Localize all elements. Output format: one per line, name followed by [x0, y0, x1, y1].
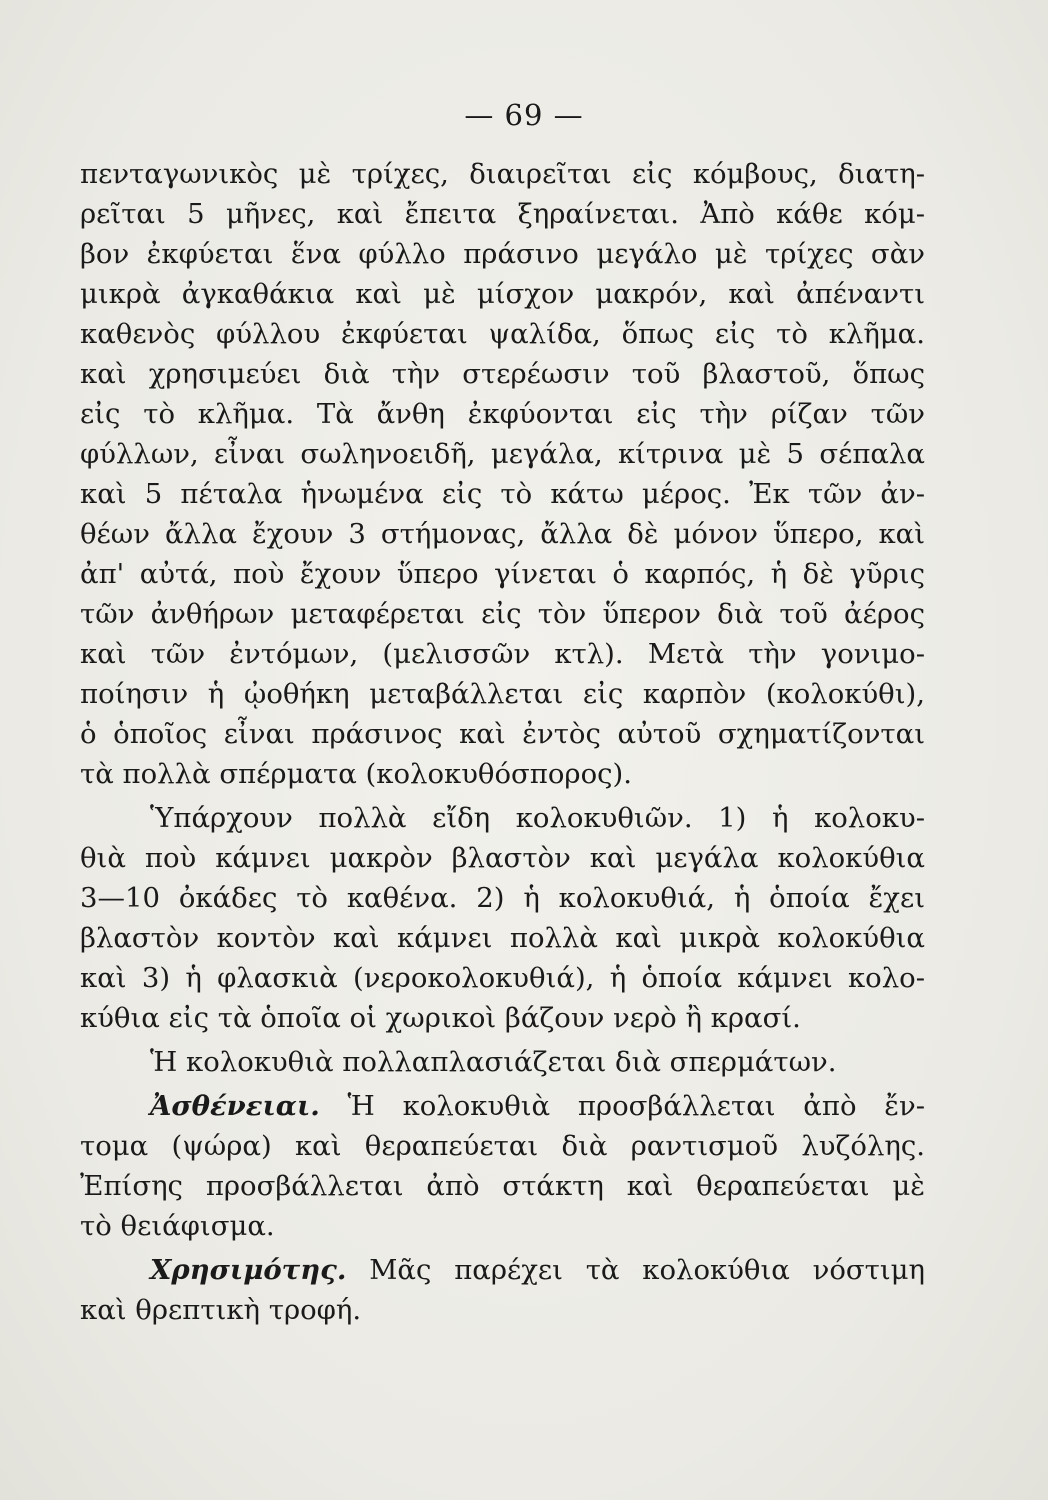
text-line: θέων ἄλλα ἔχουν 3 στήμονας, ἄλλα δὲ μόνον ὕπερο, καὶ — [80, 518, 925, 550]
text-line: φύλλων, εἶναι σωληνοειδῆ, μεγάλα, κίτρινα μὲ 5 σέπαλα — [80, 438, 925, 470]
text-line: καὶ θρεπτικὴ τροφή. — [80, 1294, 362, 1326]
text-line: Ἐπίσης προσβάλλεται ἀπὸ στάκτη καὶ θεραπεύεται μὲ — [80, 1170, 925, 1202]
page-number: — 69 — — [464, 98, 584, 132]
text-line: τὰ πολλὰ σπέρματα (κολοκυθόσπορος). — [80, 758, 633, 790]
text-line: καὶ 3) ἡ φλασκιὰ (νεροκολοκυθιά), ἡ ὁποία κάμνει κολο- — [80, 962, 925, 994]
text-line: τομα (ψώρα) καὶ θεραπεύεται διὰ ραντισμοῦ λυζόλης. — [80, 1130, 925, 1162]
text-line: Ὑπάρχουν πολλὰ εἴδη κολοκυθιῶν. 1) ἡ κολοκυ- — [150, 802, 925, 834]
text-line: εἰς τὸ κλῆμα. Τὰ ἄνθη ἐκφύονται εἰς τὴν ρίζαν τῶν — [80, 398, 925, 430]
text-run: Ἡ κολοκυθιὰ προσβάλλεται ἀπὸ ἔν- — [319, 1090, 925, 1122]
text-line — [80, 1250, 925, 1290]
text-line: βον ἐκφύεται ἕνα φύλλο πράσινο μεγάλο μὲ τρίχες σὰν — [80, 238, 925, 270]
paragraph-varieties — [80, 798, 925, 1038]
text-line: καὶ τῶν ἐντόμων, (μελισσῶν κτλ). Μετὰ τὴν γονιμο- — [80, 638, 925, 670]
text-line: θιὰ ποὺ κάμνει μακρὸν βλαστὸν καὶ μεγάλα κολοκύθια — [80, 842, 925, 874]
body-text — [80, 154, 925, 1330]
text-line: ρεῖται 5 μῆνες, καὶ ἔπειτα ξηραίνεται. Ἀπὸ κάθε κόμ- — [80, 198, 925, 230]
paragraph-diseases — [80, 1086, 925, 1246]
text-line: μικρὰ ἀγκαθάκια καὶ μὲ μίσχον μακρόν, καὶ ἀπέναντι — [80, 278, 925, 310]
text-line: καὶ 5 πέταλα ἡνωμένα εἰς τὸ κάτω μέρος. Ἐκ τῶν ἀν- — [80, 478, 925, 510]
text-line: 3—10 ὀκάδες τὸ καθένα. 2) ἡ κολοκυθιά, ἡ ὁποία ἔχει — [80, 882, 925, 914]
text-line: τῶν ἀνθήρων μεταφέρεται εἰς τὸν ὕπερον διὰ τοῦ ἀέρος — [80, 598, 925, 630]
text-line: καθενὸς φύλλου ἐκφύεται ψαλίδα, ὅπως εἰς τὸ κλῆμα. — [80, 318, 925, 350]
text-line — [80, 1086, 925, 1126]
text-line: Ἡ κολοκυθιὰ πολλαπλασιάζεται διὰ σπερμάτων. — [150, 1046, 837, 1078]
paragraph-plant-description — [80, 154, 925, 794]
paragraph-usefulness — [80, 1250, 925, 1330]
text-line: τὸ θειάφισμα. — [80, 1210, 275, 1242]
section-heading-diseases: Ἀσθένειαι. — [150, 1090, 320, 1122]
text-line: καὶ χρησιμεύει διὰ τὴν στερέωσιν τοῦ βλαστοῦ, ὅπως — [80, 358, 925, 390]
paragraph-propagation — [80, 1042, 925, 1082]
text-line: ὁ ὁποῖος εἶναι πράσινος καὶ ἐντὸς αὐτοῦ σχηματίζονται — [80, 718, 925, 750]
text-line: ποίησιν ἡ ᾠοθήκη μεταβάλλεται εἰς καρπὸν (κολοκύθι), — [80, 678, 925, 710]
text-line: ἀπ' αὐτά, ποὺ ἔχουν ὕπερο γίνεται ὁ καρπός, ἡ δὲ γῦρις — [80, 558, 925, 590]
section-heading-usefulness: Χρησιμότης. — [150, 1254, 347, 1286]
text-line: βλαστὸν κοντὸν καὶ κάμνει πολλὰ καὶ μικρὰ κολοκύθια — [80, 922, 925, 954]
text-run: Μᾶς παρέχει τὰ κολοκύθια νόστιμη — [346, 1254, 925, 1286]
text-line: πενταγωνικὸς μὲ τρίχες, διαιρεῖται εἰς κόμβους, διατη- — [80, 158, 925, 190]
text-line: κύθια εἰς τὰ ὁποῖα οἱ χωρικοὶ βάζουν νερὸ ἢ κρασί. — [80, 1002, 801, 1034]
